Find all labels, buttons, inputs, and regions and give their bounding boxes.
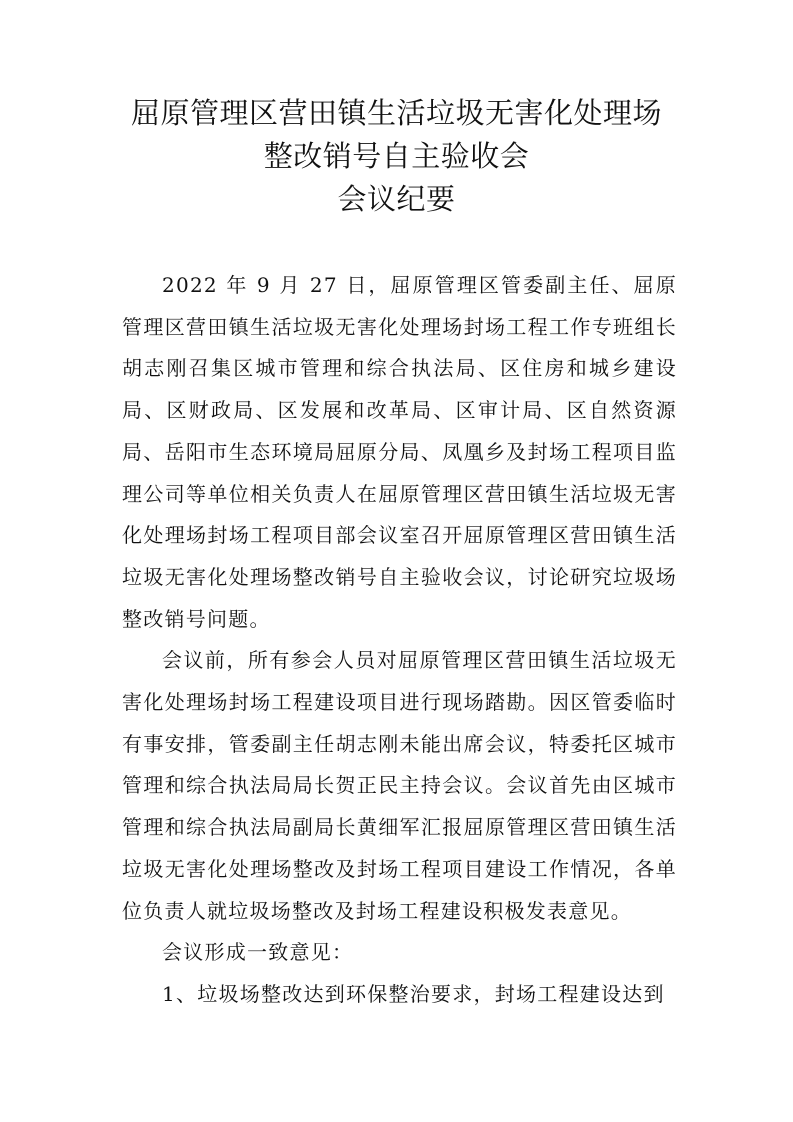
title-line-2: 整改销号自主验收会: [263, 139, 530, 173]
paragraph-site-inspection: 会议前，所有参会人员对屈原管理区营田镇生活垃圾无害化处理场封场工程建设项目进行现场踏勘。因区管委临时有事安排，管委副主任胡志刚未能出席会议，特委托区城市管理和综合执法局局长贺正民主持会议。会议首先由区城市管理和综合执法局副局长黄细军汇报屈原管理区营田镇生活垃圾无害化处理场整改及封场工程项目建设工作情况，各单位负责人就垃圾场整改及封场工程建设积极发表意见。: [122, 648, 677, 923]
paragraph-consensus-heading: 会议形成一致意见：: [162, 940, 354, 965]
title-line-3: 会议纪要: [337, 182, 456, 216]
paragraph-item-1: 1、垃圾场整改达到环保整治要求，封场工程建设达到: [162, 981, 665, 1006]
paragraph-meeting-intro: 2022 年 9 月 27 日，屈原管理区管委副主任、屈原管理区营田镇生活垃圾无害化处理场封场工程工作专班组长胡志刚召集区城市管理和综合执法局、区住房和城乡建设局、区财政局、区发展和改革局、区审计局、区自然资源局、岳阳市生态环境局屈原分局、凤凰乡及封场工程项目监理公司等单位相关负责人在屈原管理区营田镇生活垃圾无害化处理场封场工程项目部会议室召开屈原管理区营田镇生活垃圾无害化处理场整改销号自主验收会议，讨论研究垃圾场整改销号问题。: [122, 273, 677, 631]
title-line-1: 屈原管理区营田镇生活垃圾无害化处理场: [130, 96, 662, 130]
document-body: [122, 265, 677, 1016]
document-title: [0, 92, 793, 221]
